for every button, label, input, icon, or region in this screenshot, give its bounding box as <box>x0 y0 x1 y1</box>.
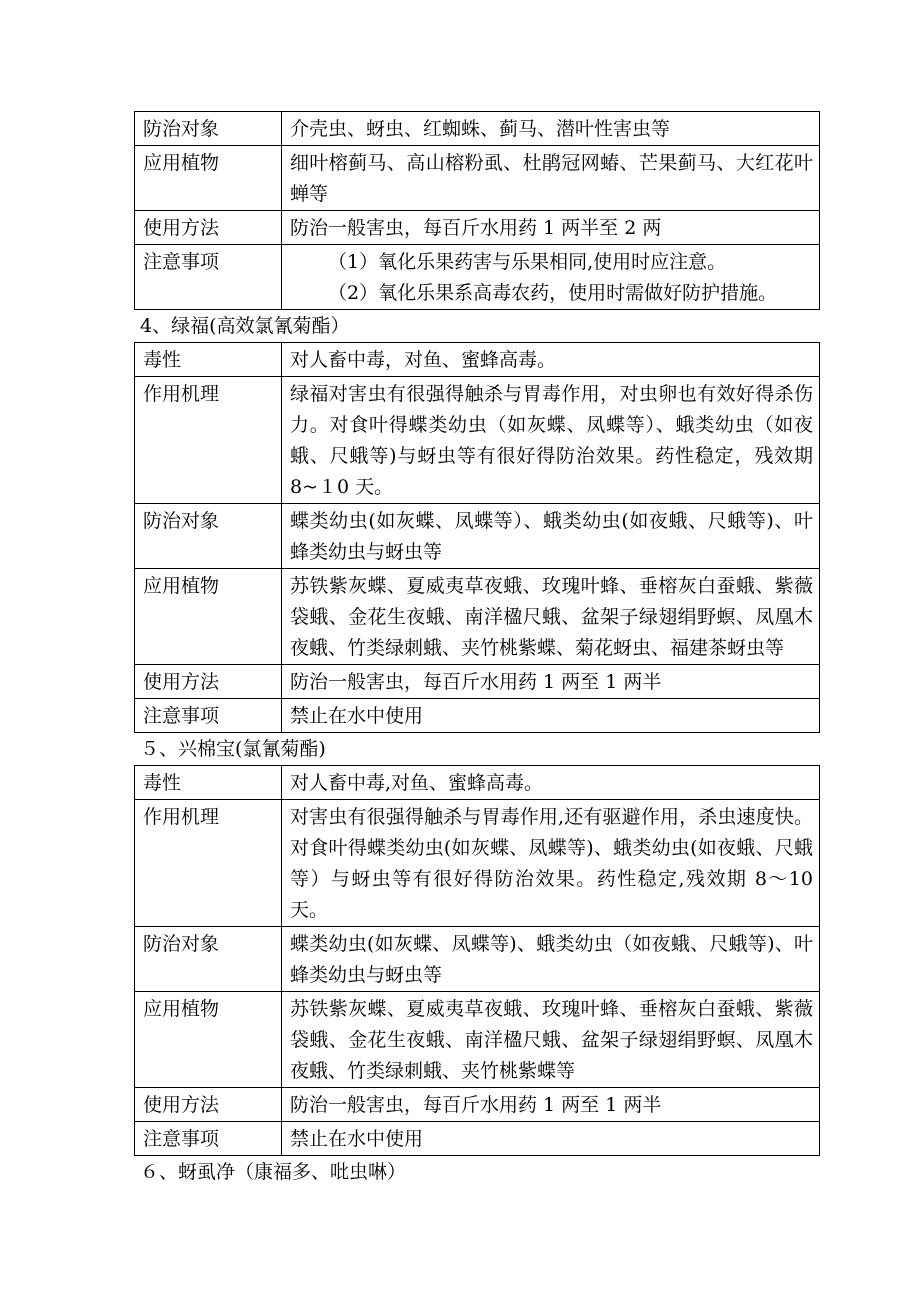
row-label: 使用方法 <box>135 665 282 699</box>
row-value: 对人畜中毒,对鱼、蜜蜂高毒。 <box>282 766 820 800</box>
row-label: 毒性 <box>135 343 282 377</box>
row-value: 苏铁紫灰蝶、夏威夷草夜蛾、玫瑰叶蜂、垂榕灰白蚕蛾、紫薇袋蛾、金花生夜蛾、南洋楹尺蛾、盆架子绿翅绢野螟、凤凰木夜蛾、竹类绿刺蛾、夹竹桃紫蝶等 <box>282 992 820 1088</box>
precaution-item: （1）氧化乐果药害与乐果相同,使用时应注意。 <box>328 251 727 273</box>
table-row <box>135 377 820 504</box>
row-label: 作用机理 <box>135 800 282 927</box>
table-row <box>135 112 820 146</box>
row-label: 应用植物 <box>135 146 282 211</box>
row-label: 防治对象 <box>135 927 282 992</box>
row-value <box>282 245 820 310</box>
row-label: 作用机理 <box>135 377 282 504</box>
row-value: 蝶类幼虫(如灰蝶、凤蝶等）、蛾类幼虫(如夜蛾、尺蛾等)、叶蜂类幼虫与蚜虫等 <box>282 504 820 569</box>
section6-heading: ６、蚜虱净（康福多、吡虫啉） <box>140 1161 407 1183</box>
row-label: 注意事项 <box>135 1122 282 1156</box>
row-label: 注意事项 <box>135 699 282 733</box>
row-value: 细叶榕蓟马、高山榕粉虱、杜鹃冠网蝽、芒果蓟马、大红花叶蝉等 <box>282 146 820 211</box>
section5-heading: ５、兴棉宝(氯氰菊酯) <box>140 738 326 760</box>
row-value: 禁止在水中使用 <box>282 699 820 733</box>
row-value: 防治一般害虫，每百斤水用药 1 两至 1 两半 <box>282 665 820 699</box>
document-page <box>134 111 820 1188</box>
row-value: 介壳虫、蚜虫、红蜘蛛、蓟马、潜叶性害虫等 <box>282 112 820 146</box>
row-value: 防治一般害虫，每百斤水用药 1 两半至 2 两 <box>282 211 820 245</box>
table-row <box>135 146 820 211</box>
row-value: 禁止在水中使用 <box>282 1122 820 1156</box>
row-value: 绿福对害虫有很强得触杀与胃毒作用，对虫卵也有效好得杀伤力。对食叶得蝶类幼虫（如灰蝶、凤蝶等）、蛾类幼虫（如夜蛾、尺蛾等)与蚜虫等有很好得防治效果。药性稳定，残效期 8~１0 天。 <box>282 377 820 504</box>
table-row <box>135 927 820 992</box>
table-row <box>135 992 820 1088</box>
table-row <box>135 665 820 699</box>
row-value: 对害虫有很强得触杀与胃毒作用,还有驱避作用，杀虫速度快。对食叶得蝶类幼虫(如灰蝶、凤蝶等)、蛾类幼虫(如夜蛾、尺蛾等）与蚜虫等有很好得防治效果。药性稳定,残效期 8～10 天。 <box>282 800 820 927</box>
row-value: 防治一般害虫，每百斤水用药 1 两至 1 两半 <box>282 1088 820 1122</box>
row-label: 应用植物 <box>135 992 282 1088</box>
table-row <box>135 569 820 665</box>
row-label: 毒性 <box>135 766 282 800</box>
row-value: 蝶类幼虫(如灰蝶、凤蝶等)、蛾类幼虫（如夜蛾、尺蛾等)、叶蜂类幼虫与蚜虫等 <box>282 927 820 992</box>
row-label: 应用植物 <box>135 569 282 665</box>
row-label: 使用方法 <box>135 211 282 245</box>
table-row <box>135 766 820 800</box>
table-row <box>135 211 820 245</box>
table-row <box>135 245 820 310</box>
table-row <box>135 504 820 569</box>
table-row <box>135 1088 820 1122</box>
row-label: 防治对象 <box>135 504 282 569</box>
section3-table <box>134 111 820 310</box>
section4-heading: 4、绿福(高效氯氰菊酯） <box>140 315 350 337</box>
row-label: 注意事项 <box>135 245 282 310</box>
precaution-item: （2）氧化乐果系高毒农药，使用时需做好防护措施。 <box>328 282 778 304</box>
section5-table <box>134 765 820 1156</box>
table-row <box>135 800 820 927</box>
table-row <box>135 343 820 377</box>
row-label: 使用方法 <box>135 1088 282 1122</box>
section4-table <box>134 342 820 733</box>
row-value: 苏铁紫灰蝶、夏威夷草夜蛾、玫瑰叶蜂、垂榕灰白蚕蛾、紫薇袋蛾、金花生夜蛾、南洋楹尺蛾、盆架子绿翅绢野螟、凤凰木夜蛾、竹类绿刺蛾、夹竹桃紫蝶、菊花蚜虫、福建茶蚜虫等 <box>282 569 820 665</box>
table-row <box>135 699 820 733</box>
table-row <box>135 1122 820 1156</box>
row-value: 对人畜中毒，对鱼、蜜蜂高毒。 <box>282 343 820 377</box>
row-label: 防治对象 <box>135 112 282 146</box>
